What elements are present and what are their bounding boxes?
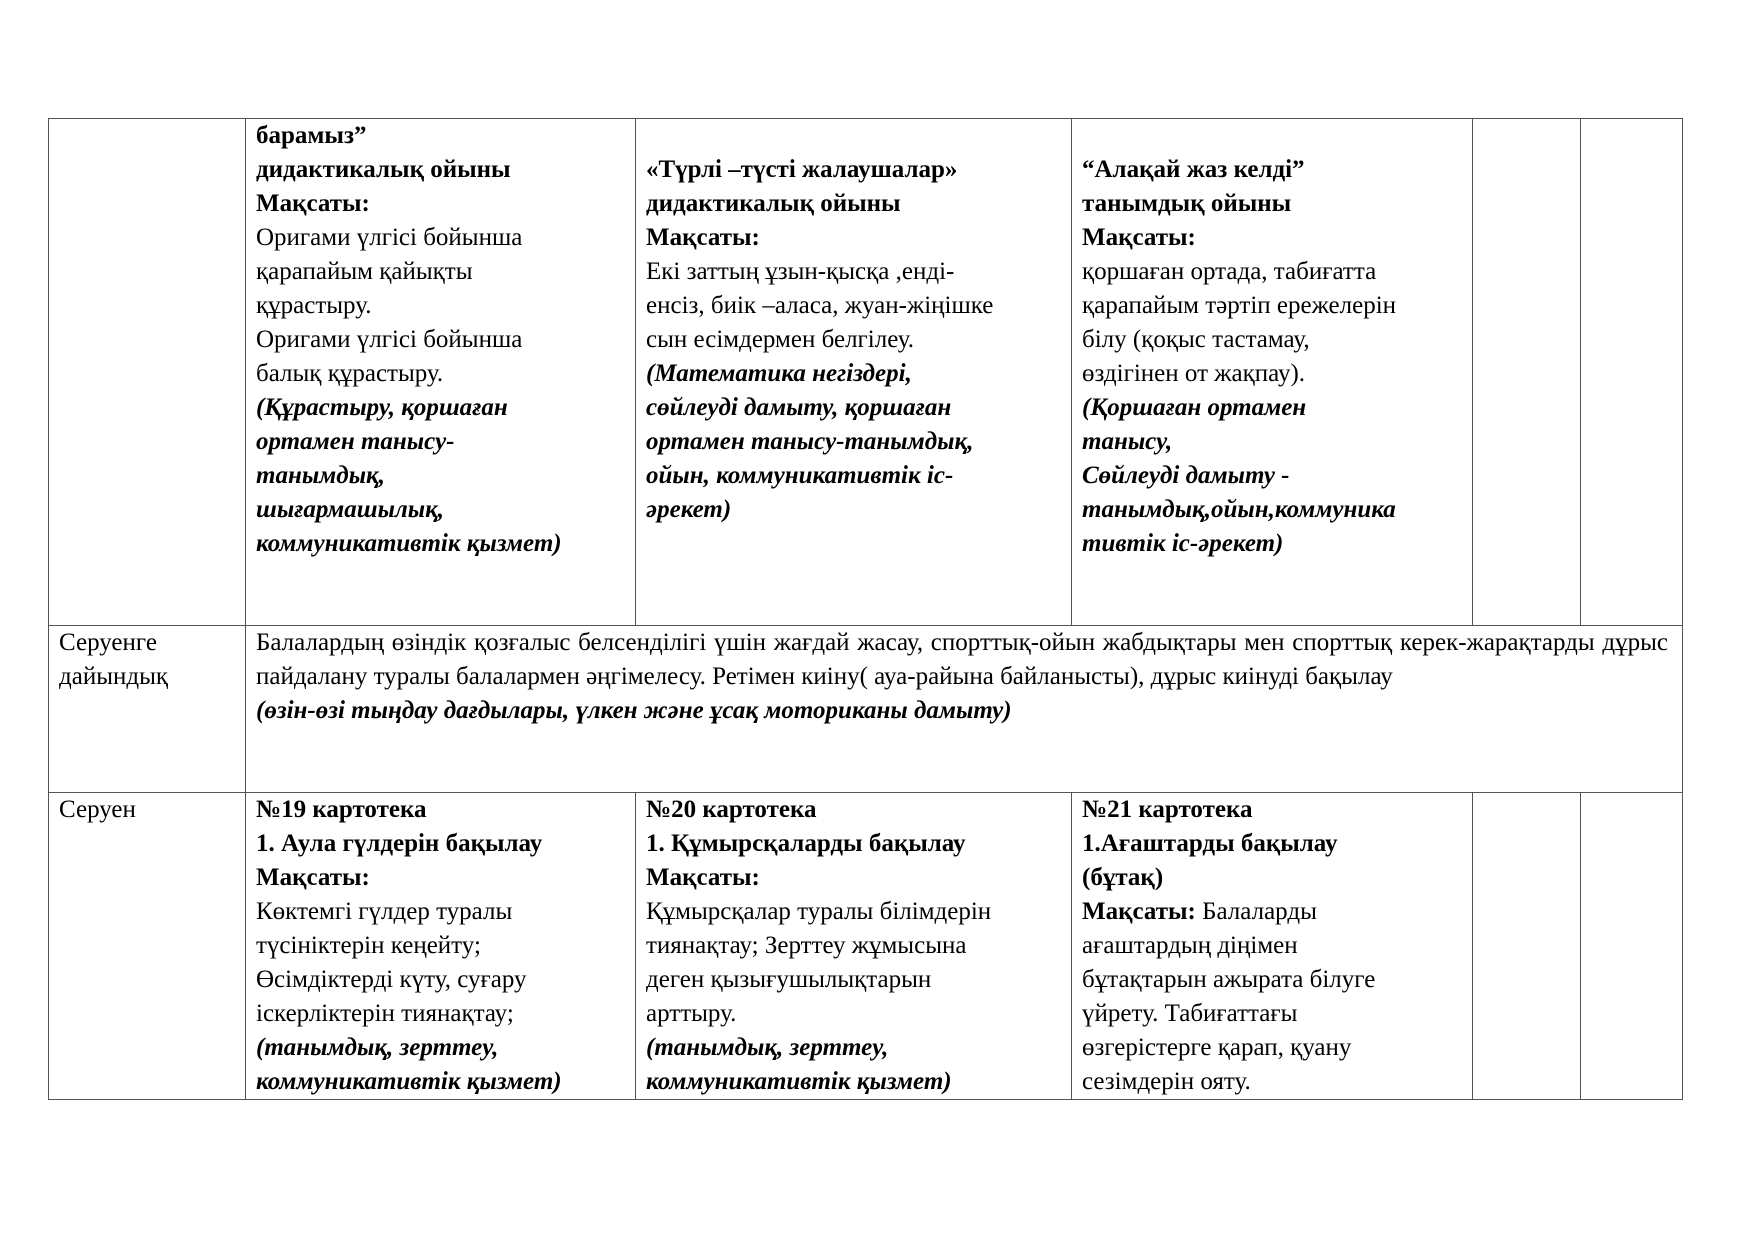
walk2-text-line: Құмырсқалар туралы білімдерін: [646, 898, 992, 925]
table-row-walk: [49, 793, 1683, 1100]
empty-cell: [1581, 119, 1683, 626]
walk1-text-line: Өсімдіктерді күту, суғару: [256, 966, 527, 993]
walk3-text-line: сезімдерін ояту.: [1082, 1068, 1251, 1095]
cell-game-1: [246, 119, 636, 626]
walk1-card-line: №19 картотека: [256, 796, 427, 823]
walk2-card-line: №20 картотека: [646, 796, 817, 823]
game3-note-line: тивтік іс-әрекет): [1082, 530, 1284, 557]
walk3-goal-line: [1082, 895, 1462, 929]
walk2-note-line: коммуникативтік қызмет): [646, 1068, 952, 1095]
game3-type-line: танымдық ойыны: [1082, 190, 1292, 217]
walk2-goal-label: Мақсаты:: [646, 864, 760, 891]
game2-text-line: енсіз, биік –аласа, жуан-жіңішке: [646, 292, 994, 319]
walk2-text-line: деген қызығушылықтарын: [646, 966, 932, 993]
row-label-cell: [49, 793, 246, 1100]
game1-type-line: дидактикалық ойыны: [256, 156, 511, 183]
walk3-goal-text: Балаларды: [1195, 898, 1317, 925]
walk3-title-line: 1.Ағаштарды бақылау: [1082, 830, 1338, 857]
cell-game-2: [636, 119, 1072, 626]
game3-note-line: (Қоршаған ортамен: [1082, 394, 1307, 421]
game2-note-line: әрекет): [646, 496, 732, 523]
walk3-text-line: үйрету. Табиғаттағы: [1082, 1000, 1298, 1027]
walk1-note-line: коммуникативтік қызмет): [256, 1068, 562, 1095]
empty-cell: [1581, 793, 1683, 1100]
cell-game-3: [1072, 119, 1473, 626]
game2-type-line: дидактикалық ойыны: [646, 190, 901, 217]
game2-title-line: «Түрлі –түсті жалаушалар»: [646, 156, 958, 183]
game3-title-line: “Алақай жаз келді”: [1082, 156, 1305, 183]
walk-prep-cell: [246, 626, 1683, 793]
cell-walk-1: [246, 793, 636, 1100]
game1-text-line: қарапайым қайықты: [256, 258, 473, 285]
game1-text-line: Оригами үлгісі бойынша: [256, 326, 523, 353]
walk1-text-line: іскерліктерін тиянақтау;: [256, 1000, 514, 1027]
row-label-line: Серуенге: [59, 629, 157, 656]
walk3-card-line: №21 картотека: [1082, 796, 1253, 823]
game2-note-line: ойын, коммуникативтік іс-: [646, 462, 954, 489]
game2-note-line: (Математика негіздері,: [646, 360, 912, 387]
walk2-text-line: тиянақтау; Зерттеу жұмысына: [646, 932, 967, 959]
table-row-games: [49, 119, 1683, 626]
game2-goal-label: Мақсаты:: [646, 224, 760, 251]
walk3-text-line: өзгерістерге қарап, қуану: [1082, 1034, 1352, 1061]
walk2-title-line: 1. Құмырсқаларды бақылау: [646, 830, 966, 857]
game1-note-line: ортамен танысу-: [256, 428, 455, 455]
walk3-text-line: бұтақтарын ажырата білуге: [1082, 966, 1376, 993]
spacer-line: [1082, 119, 1462, 153]
plan-table: [48, 118, 1683, 1100]
game1-note-line: шығармашылық,: [256, 496, 445, 523]
spacer-line: [646, 119, 1061, 153]
walk2-note-line: (танымдық, зерттеу,: [646, 1034, 889, 1061]
game1-goal-label: Мақсаты:: [256, 190, 370, 217]
walk1-text-line: түсініктерін кеңейту;: [256, 932, 481, 959]
cell-walk-3: [1072, 793, 1473, 1100]
cell-walk-2: [636, 793, 1072, 1100]
empty-cell: [1473, 793, 1581, 1100]
empty-cell: [1473, 119, 1581, 626]
game3-note-line: танысу,: [1082, 428, 1173, 455]
game1-title-line: барамыз”: [256, 122, 367, 149]
walk3-text-line: ағаштардың діңімен: [1082, 932, 1298, 959]
walk1-goal-label: Мақсаты:: [256, 864, 370, 891]
game3-note-line: Сөйлеуді дамыту -: [1082, 462, 1290, 489]
row-label: Серуен: [59, 796, 136, 823]
game3-text-line: білу (қоқыс тастамау,: [1082, 326, 1310, 353]
table-row-walk-prep: [49, 626, 1683, 793]
walk1-text-line: Көктемгі гүлдер туралы: [256, 898, 513, 925]
game1-text-line: құрастыру.: [256, 292, 372, 319]
game2-note-line: сөйлеуді дамыту, қоршаған: [646, 394, 952, 421]
row-label-line: дайындық: [59, 663, 169, 690]
walk-prep-text: Балалардың өзіндік қозғалыс белсенділігі үшін жағдай жасау, спорттық-ойын жабдықтары мен спорттық керек-жарақтарды дұрыс пайдалану туралы балалармен әңгімелесу. Ретімен киіну( ауа-райына байланысты), дұрыс киінуді бақылау: [256, 629, 1668, 690]
game3-text-line: қоршаған ортада, табиғатта: [1082, 258, 1377, 285]
game1-note-line: (Құрастыру, қоршаған: [256, 394, 508, 421]
walk1-note-line: (танымдық, зерттеу,: [256, 1034, 499, 1061]
game3-text-line: өздігінен от жақпау).: [1082, 360, 1306, 387]
game3-note-line: танымдық,ойын,коммуника: [1082, 496, 1396, 523]
game1-text-line: Оригами үлгісі бойынша: [256, 224, 523, 251]
row-label-cell: [49, 626, 246, 793]
game1-note-line: танымдық,: [256, 462, 385, 489]
game3-goal-label: Мақсаты:: [1082, 224, 1196, 251]
walk3-goal-label: Мақсаты:: [1082, 898, 1196, 925]
walk3-title-line: (бұтақ): [1082, 864, 1164, 891]
game1-text-line: балық құрастыру.: [256, 360, 444, 387]
row-label-cell: [49, 119, 246, 626]
walk1-title-line: 1. Аула гүлдерін бақылау: [256, 830, 543, 857]
game2-text-line: сын есімдермен белгілеу.: [646, 326, 914, 353]
walk2-text-line: арттыру.: [646, 1000, 737, 1027]
walk-prep-note: (өзін-өзі тыңдау дағдылары, үлкен және ұсақ моториканы дамыту): [256, 697, 1012, 724]
game1-note-line: коммуникативтік қызмет): [256, 530, 562, 557]
game2-note-line: ортамен танысу-танымдық,: [646, 428, 974, 455]
game3-text-line: қарапайым тәртіп ережелерін: [1082, 292, 1397, 319]
game2-text-line: Екі заттың ұзын-қысқа ,енді-: [646, 258, 955, 285]
